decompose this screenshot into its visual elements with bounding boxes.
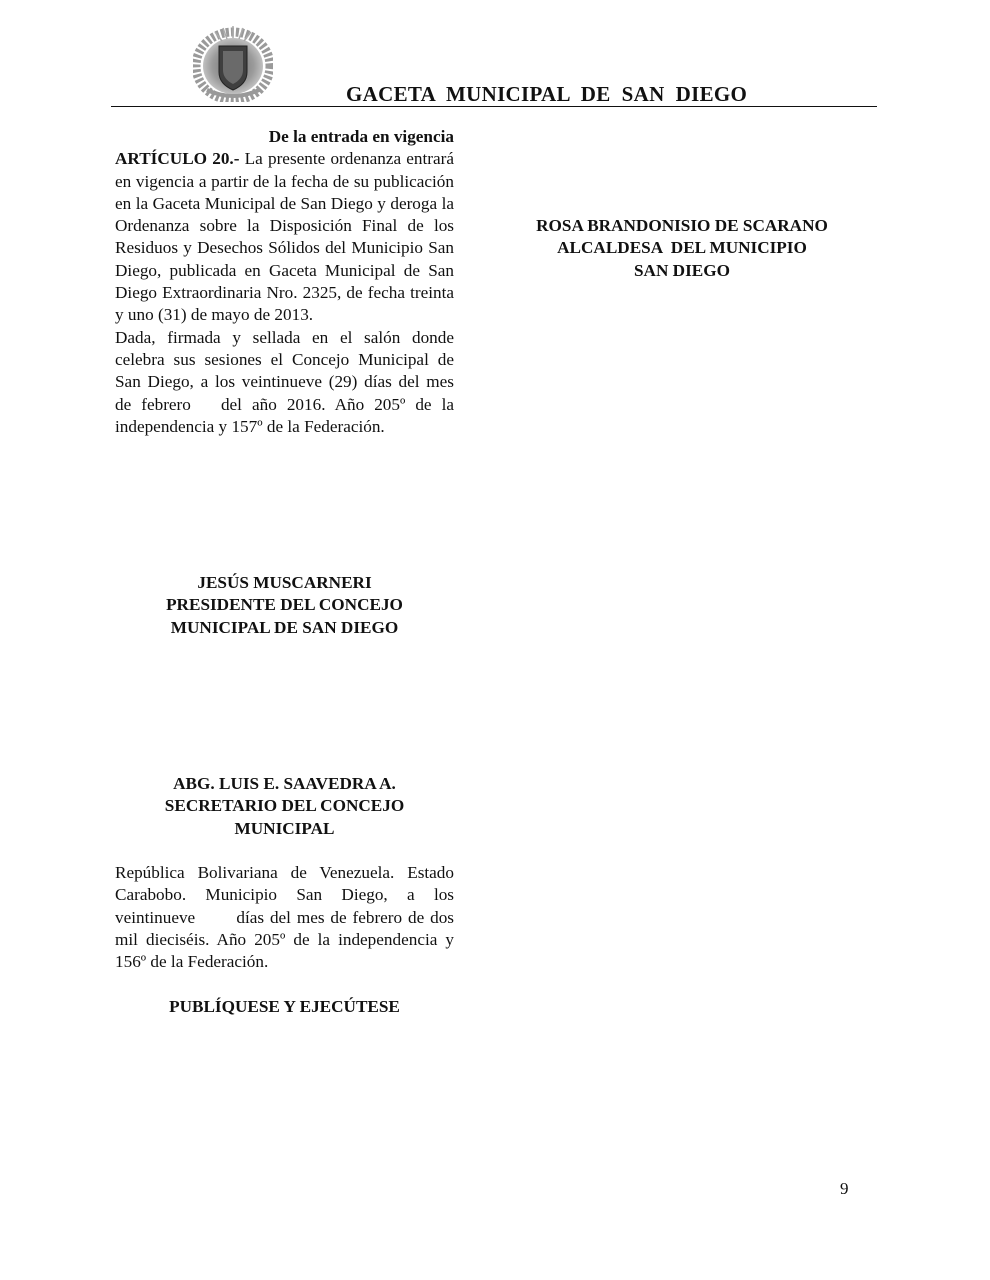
closing-paragraph: República Bolivariana de Venezuela. Estado Carabobo. Municipio San Diego, a los veintinueve días del mes de febrero de dos mil dieciséis. Año 205º de la independencia y 156º de la Federación. [115,863,459,972]
mayor-name: ROSA BRANDONISIO DE SCARANO [536,216,828,235]
municipal-coat-of-arms-icon [193,24,273,102]
mayor-title-line-2: SAN DIEGO [634,260,730,280]
secretary-name: ABG. LUIS E. SAAVEDRA A. [173,774,396,793]
page-number: 9 [840,1179,849,1198]
given-signed-paragraph [115,327,459,438]
left-column [115,126,459,438]
header-divider [111,106,877,107]
section-heading: De la entrada en vigencia [268,127,454,146]
publish-order: PUBLÍQUESE Y EJECÚTESE [169,997,400,1016]
president-name: JESÚS MUSCARNERI [197,573,372,592]
article-text: La presente ordenanza entrará en vigencia a partir de la fecha de su publicación en la Gaceta Municipal de San Diego y deroga la Ordenanza sobre la Disposición Final de los Residuos y Desechos Sólidos del Municipio San Diego, publicada en Gaceta Municipal de San Diego Extraordinaria Nro. 2325, de fecha treinta y uno (31) de mayo de 2013. [115,149,454,325]
secretary-title-line-2: MUNICIPAL [234,818,335,838]
president-title-line-1: PRESIDENTE DEL CONCEJO [166,595,403,615]
article-20-paragraph [115,148,454,326]
gazette-title: GACETA MUNICIPAL DE SAN DIEGO [346,82,748,106]
mayor-signature-block [506,215,858,282]
president-signature-block [115,572,454,639]
president-title-line-2: MUNICIPAL DE SAN DIEGO [170,617,399,637]
secretary-signature-block [115,773,454,840]
mayor-title-line-1: ALCALDESA DEL MUNICIPIO [557,238,807,258]
article-label: ARTÍCULO 20.- [115,149,240,169]
secretary-title-line-1: SECRETARIO DEL CONCEJO [164,796,405,816]
given-text: Dada, firmada y sellada en el salón donde celebra sus sesiones el Concejo Municipal de San Diego, a los veintinueve (29) días del mes de febrero del año 2016. Año 205º de la independencia y 157º de la Federación. [115,327,459,436]
